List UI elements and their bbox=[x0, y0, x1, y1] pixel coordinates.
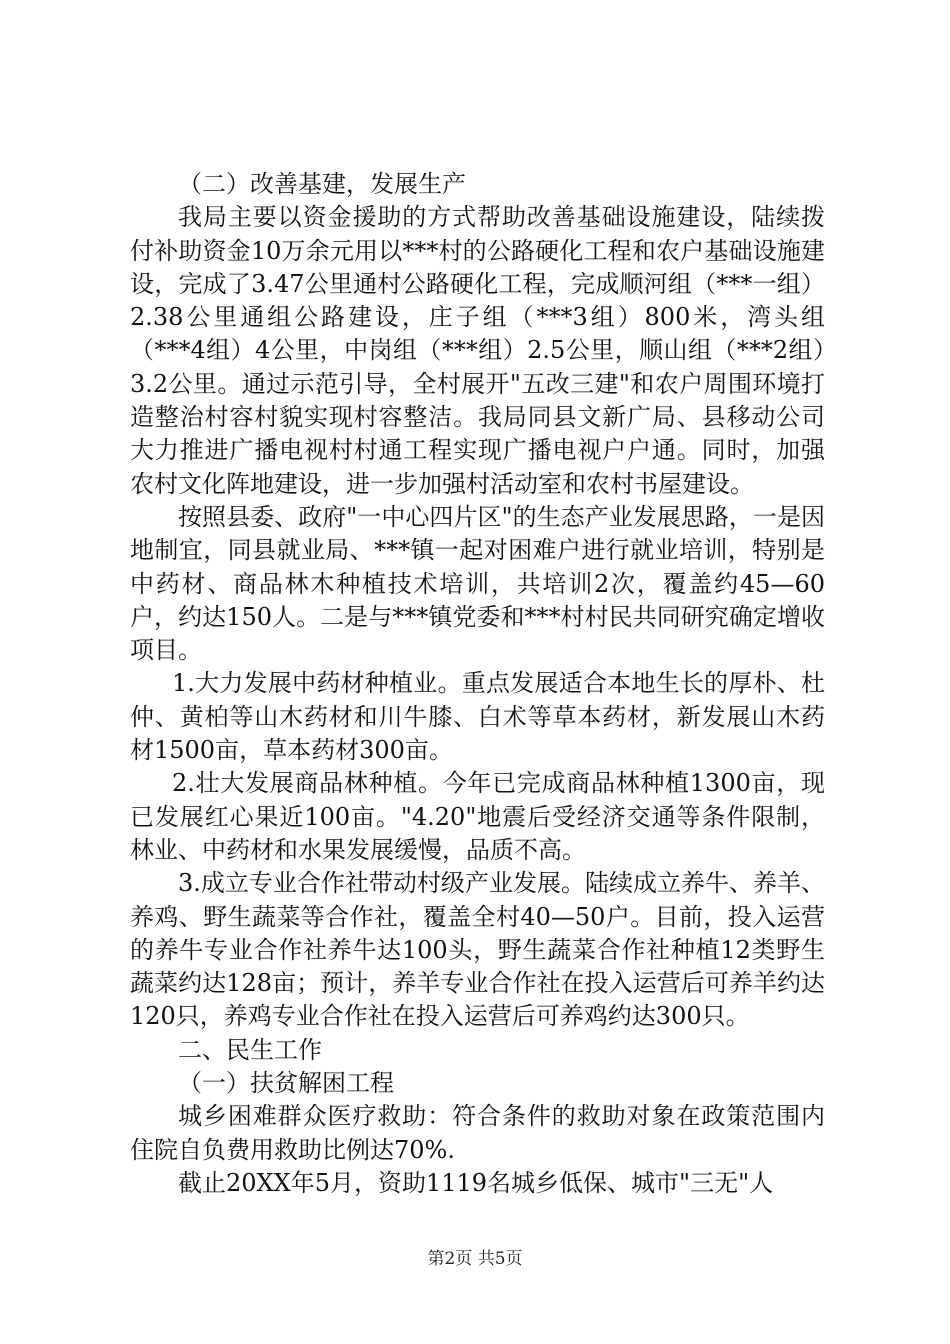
section-heading-infrastructure: （二）改善基建，发展生产 bbox=[178, 170, 466, 198]
paragraph-medical-aid: 城乡困难群众医疗救助：符合条件的救助对象在政策范围内住院自负费用救助比例达70%. bbox=[130, 1102, 825, 1164]
paragraph-funding: 截止20XX年5月，资助1119名城乡低保、城市"三无"人 bbox=[178, 1168, 774, 1197]
paragraph-industry-plan: 按照县委、政府"一中心四片区"的生态产业发展思路，一是因地制宜，同县就业局、***镇一起对困难户进行就业培训，特别是中药材、商品林木种植技术培训，共培训2次，覆盖约45—60户，约达150人。二是与***镇党委和***村村民共同研究确定增收项目。 bbox=[130, 502, 825, 665]
section-heading-livelihood: 二、民生工作 bbox=[178, 1035, 322, 1064]
list-item-herbal-medicine: 1.大力发展中药材种植业。重点发展适合本地生长的厚朴、杜仲、黄柏等山木药材和川牛膝、白术等草本药材，新发展山木药材1500亩，草本药材300亩。 bbox=[130, 669, 825, 765]
document-body bbox=[130, 168, 825, 1200]
page-footer: 第2页 共5页 bbox=[427, 1249, 523, 1269]
subsection-heading-poverty: （一）扶贫解困工程 bbox=[178, 1069, 394, 1098]
paragraph-infrastructure: 我局主要以资金援助的方式帮助改善基础设施建设，陆续拨付补助资金10万余元用以***村的公路硬化工程和农户基础设施建设，完成了3.47公里通村公路硬化工程，完成顺河组（***一组）2.38公里通组公路建设，庄子组（***3组）800米，湾头组（***4组）4公里，中岗组（***组）2.5公里，顺山组（***2组）3.2公里。通过示范引导，全村展开"五改三建"和农户周围环境打造整治村容村貌实现村容整洁。我局同县文新广局、县移动公司大力推进广播电视村村通工程实现广播电视户户通。同时，加强农村文化阵地建设，进一步加强村活动室和农村书屋建设。 bbox=[130, 203, 825, 498]
list-item-cooperatives: 3.成立专业合作社带动村级产业发展。陆续成立养牛、养羊、养鸡、野生蔬菜等合作社，覆盖全村40—50户。目前，投入运营的养牛专业合作社养牛达100头，野生蔬菜合作社种植12类野生蔬菜约达128亩；预计，养羊专业合作社在投入运营后可养羊约达120只，养鸡专业合作社在投入运营后可养鸡约达300只。 bbox=[130, 869, 825, 1031]
list-item-forestry: 2.壮大发展商品林种植。今年已完成商品林种植1300亩，现已发展红心果近100亩。"4.20"地震后受经济交通等条件限制，林业、中药材和水果发展缓慢，品质不高。 bbox=[130, 769, 825, 864]
